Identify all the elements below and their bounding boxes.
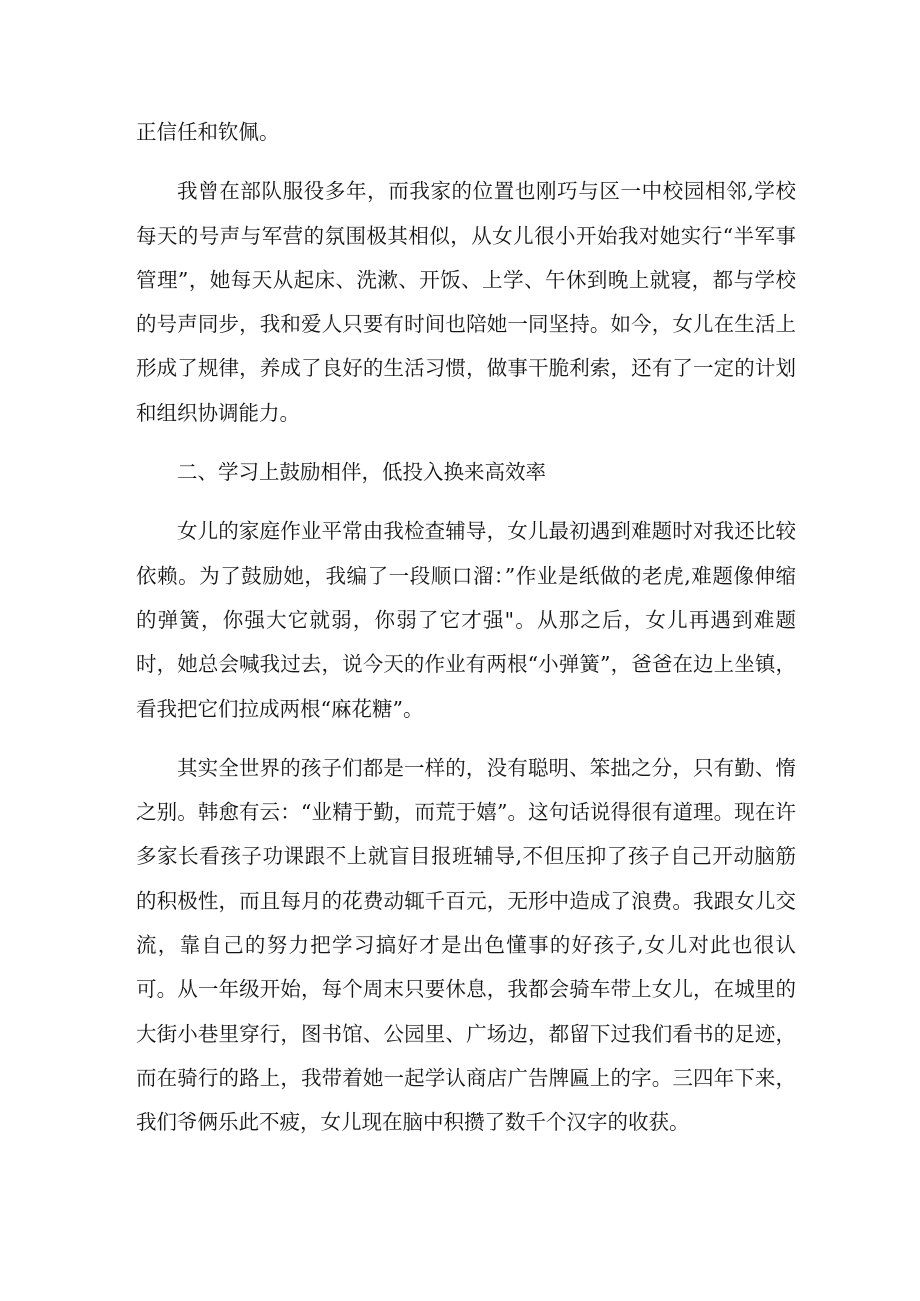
document-body [136, 110, 796, 1160]
paragraph-continuation: 正信任和钦佩。 [136, 120, 280, 144]
section-heading: 二、学习上鼓励相伴，低投入换来高效率 [177, 460, 546, 485]
paragraph-diligence: 其实全世界的孩子们都是一样的，没有聪明、笨拙之分，只有勤、惰之别。韩愈有云：“业精于勤，而荒于嬉”。这句话说得很有道理。现在许多家长看孩子功课跟不上就盲目报班辅导,不但压抑了孩子自己开动脑筋的积极性，而且每月的花费动辄千百元，无形中造成了浪费。我跟女儿交流，靠自己的努力把学习搞好才是出色懂事的好孩子,女儿对此也很认可。从一年级开始，每个周末只要休息，我都会骑车带上女儿，在城里的大街小巷里穿行，图书馆、公园里、广场边，都留下过我们看书的足迹，而在骑行的路上，我带着她一起学认商店广告牌匾上的字。三四年下来，我们爷俩乐此不疲，女儿现在脑中积攒了数千个汉字的收获。 [136, 755, 796, 1135]
paragraph-military-routine: 我曾在部队服役多年，而我家的位置也刚巧与区一中校园相邻,学校每天的号声与军营的氛围极其相似，从女儿很小开始我对她实行“半军事管理”，她每天从起床、洗漱、开饭、上学、午休到晚上就寝，都与学校的号声同步，我和爱人只要有时间也陪她一同坚持。如今，女儿在生活上形成了规律，养成了良好的生活习惯，做事干脆利索，还有了一定的计划和组织协调能力。 [136, 179, 796, 425]
paragraph-homework: 女儿的家庭作业平常由我检查辅导，女儿最初遇到难题时对我还比较依赖。为了鼓励她，我编了一段顺口溜：”作业是纸做的老虎,难题像伸缩的弹簧，你强大它就弱，你弱了它才强"。从那之后，女儿再遇到难题时，她总会喊我过去，说今天的作业有两根“小弹簧”，爸爸在边上坐镇，看我把它们拉成两根“麻花糖”。 [136, 519, 796, 721]
